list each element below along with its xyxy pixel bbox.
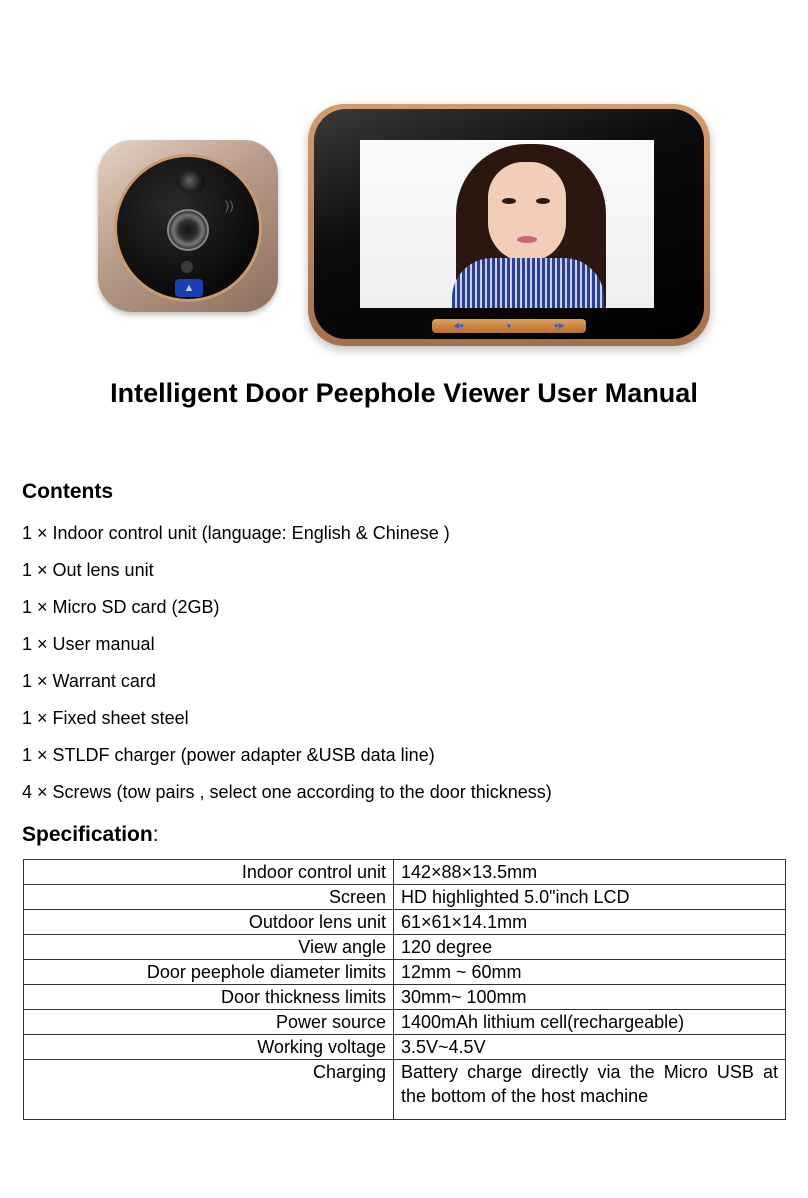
spec-label: Charging <box>24 1060 394 1120</box>
table-row <box>24 910 786 935</box>
specification-heading <box>22 821 159 849</box>
motion-sensor-icon <box>181 261 193 273</box>
contents-list <box>22 520 552 816</box>
right-key-icon: ●▶ <box>553 321 565 330</box>
list-item: 4 × Screws (tow pairs , select one according to the door thickness) <box>22 782 552 802</box>
specification-table <box>23 859 786 1120</box>
table-row <box>24 860 786 885</box>
list-item: 1 × Fixed sheet steel <box>22 708 189 728</box>
spec-value: 120 degree <box>394 935 786 960</box>
spec-value: 1400mAh lithium cell(rechargeable) <box>394 1010 786 1035</box>
spec-label: Power source <box>24 1010 394 1035</box>
specification-heading-colon: : <box>152 823 159 846</box>
spec-value: 30mm~ 100mm <box>394 985 786 1010</box>
spec-label: Outdoor lens unit <box>24 910 394 935</box>
center-key-icon: ● <box>506 321 512 330</box>
spec-label: Screen <box>24 885 394 910</box>
contents-heading: Contents <box>22 480 113 503</box>
spec-value: HD highlighted 5.0"inch LCD <box>394 885 786 910</box>
list-item: 1 × STLDF charger (power adapter &USB data line) <box>22 745 435 765</box>
monitor-screen <box>360 140 654 308</box>
list-item: 1 × User manual <box>22 634 155 654</box>
spec-value: 12mm ~ 60mm <box>394 960 786 985</box>
list-item: 1 × Indoor control unit (language: English & Chinese ) <box>22 523 450 543</box>
camera-lens-icon <box>167 209 209 251</box>
table-row <box>24 960 786 985</box>
light-sensor-icon <box>177 171 205 193</box>
list-item: 1 × Micro SD card (2GB) <box>22 597 220 617</box>
table-row <box>24 1035 786 1060</box>
lens-face <box>114 154 262 302</box>
doorbell-icon: ▲ <box>175 279 203 297</box>
left-key-icon: ◀● <box>453 321 465 330</box>
list-item: 1 × Warrant card <box>22 671 156 691</box>
spec-label: Door peephole diameter limits <box>24 960 394 985</box>
specification-heading-text: Specification <box>22 823 153 846</box>
product-illustration <box>0 0 808 360</box>
table-row <box>24 985 786 1010</box>
spec-value: 142×88×13.5mm <box>394 860 786 885</box>
list-item: 1 × Out lens unit <box>22 560 154 580</box>
spec-value: Battery charge directly via the Micro USB at the bottom of the host machine <box>394 1060 786 1120</box>
table-row <box>24 935 786 960</box>
spec-label: Working voltage <box>24 1035 394 1060</box>
monitor-button-bar <box>432 319 586 333</box>
spec-label: View angle <box>24 935 394 960</box>
table-row <box>24 1060 786 1120</box>
table-row <box>24 1010 786 1035</box>
spec-value: 3.5V~4.5V <box>394 1035 786 1060</box>
spec-label: Indoor control unit <box>24 860 394 885</box>
wireless-signal-icon: )) <box>225 198 234 213</box>
spec-label: Door thickness limits <box>24 985 394 1010</box>
table-row <box>24 885 786 910</box>
spec-value: 61×61×14.1mm <box>394 910 786 935</box>
document-title: Intelligent Door Peephole Viewer User Manual <box>110 378 698 408</box>
outdoor-lens-unit-image <box>98 140 278 312</box>
indoor-monitor-image <box>308 104 710 346</box>
